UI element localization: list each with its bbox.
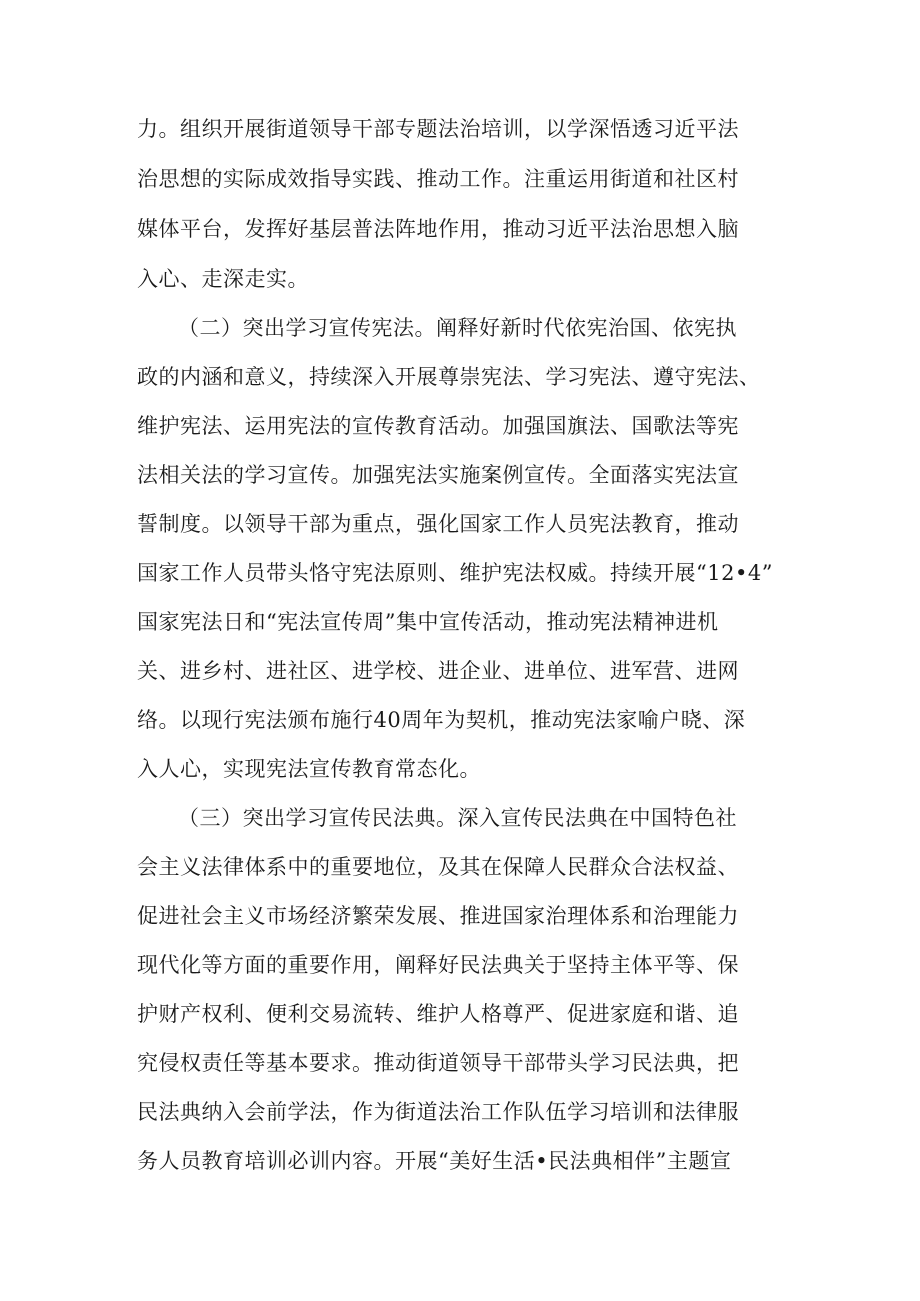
- body-text-line: 会主义法律体系中的重要地位，及其在保障人民群众合法权益、: [137, 855, 739, 879]
- body-text-line: 媒体平台，发挥好基层普法阵地作用，推动习近平法治思想入脑: [137, 217, 739, 241]
- body-text-line: 法相关法的学习宣传。加强宪法实施案例宣传。全面落实宪法宣: [137, 463, 739, 487]
- body-text-line: 入人心，实现宪法宣传教育常态化。: [137, 757, 481, 781]
- body-text-line: 务人员教育培训必训内容。开展“美好生活•民法典相伴”主题宣: [137, 1149, 732, 1173]
- body-text-line: 关、进乡村、进社区、进学校、进企业、进单位、进军营、进网: [137, 659, 739, 683]
- body-text-line: 入心、走深走实。: [137, 267, 309, 291]
- body-text-line: 政的内涵和意义，持续深入开展尊崇宪法、学习宪法、遵守宪法、: [137, 365, 761, 389]
- body-text-line: 民法典纳入会前学法，作为街道法治工作队伍学习培训和法律服: [137, 1100, 739, 1124]
- body-text-line: 现代化等方面的重要作用，阐释好民法典关于坚持主体平等、保: [137, 953, 739, 977]
- section-heading-line: （二）突出学习宣传宪法。阐释好新时代依宪治国、依宪执: [178, 316, 737, 340]
- section-heading-line: （三）突出学习宣传民法典。深入宣传民法典在中国特色社: [178, 806, 737, 830]
- body-text-line: 护财产权利、便利交易流转、维护人格尊严、促进家庭和谐、追: [137, 1002, 739, 1026]
- body-text-line: 国家工作人员带头恪守宪法原则、维护宪法权威。持续开展“12•4”: [137, 561, 773, 585]
- body-text-line: 誓制度。以领导干部为重点，强化国家工作人员宪法教育，推动: [137, 512, 739, 536]
- body-text-line: 治思想的实际成效指导实践、推动工作。注重运用街道和社区村: [137, 167, 739, 191]
- body-text-line: 究侵权责任等基本要求。推动街道领导干部带头学习民法典，把: [137, 1051, 739, 1075]
- body-text-line: 促进社会主义市场经济繁荣发展、推进国家治理体系和治理能力: [137, 904, 739, 928]
- body-text-line: 络。以现行宪法颁布施行40周年为契机，推动宪法家喻户晓、深: [137, 708, 746, 732]
- body-text-line: 维护宪法、运用宪法的宣传教育活动。加强国旗法、国歌法等宪: [137, 414, 739, 438]
- body-text-line: 国家宪法日和“宪法宣传周”集中宣传活动，推动宪法精神进机: [137, 610, 719, 634]
- body-text-line: 力。组织开展街道领导干部专题法治培训，以学深悟透习近平法: [137, 117, 739, 141]
